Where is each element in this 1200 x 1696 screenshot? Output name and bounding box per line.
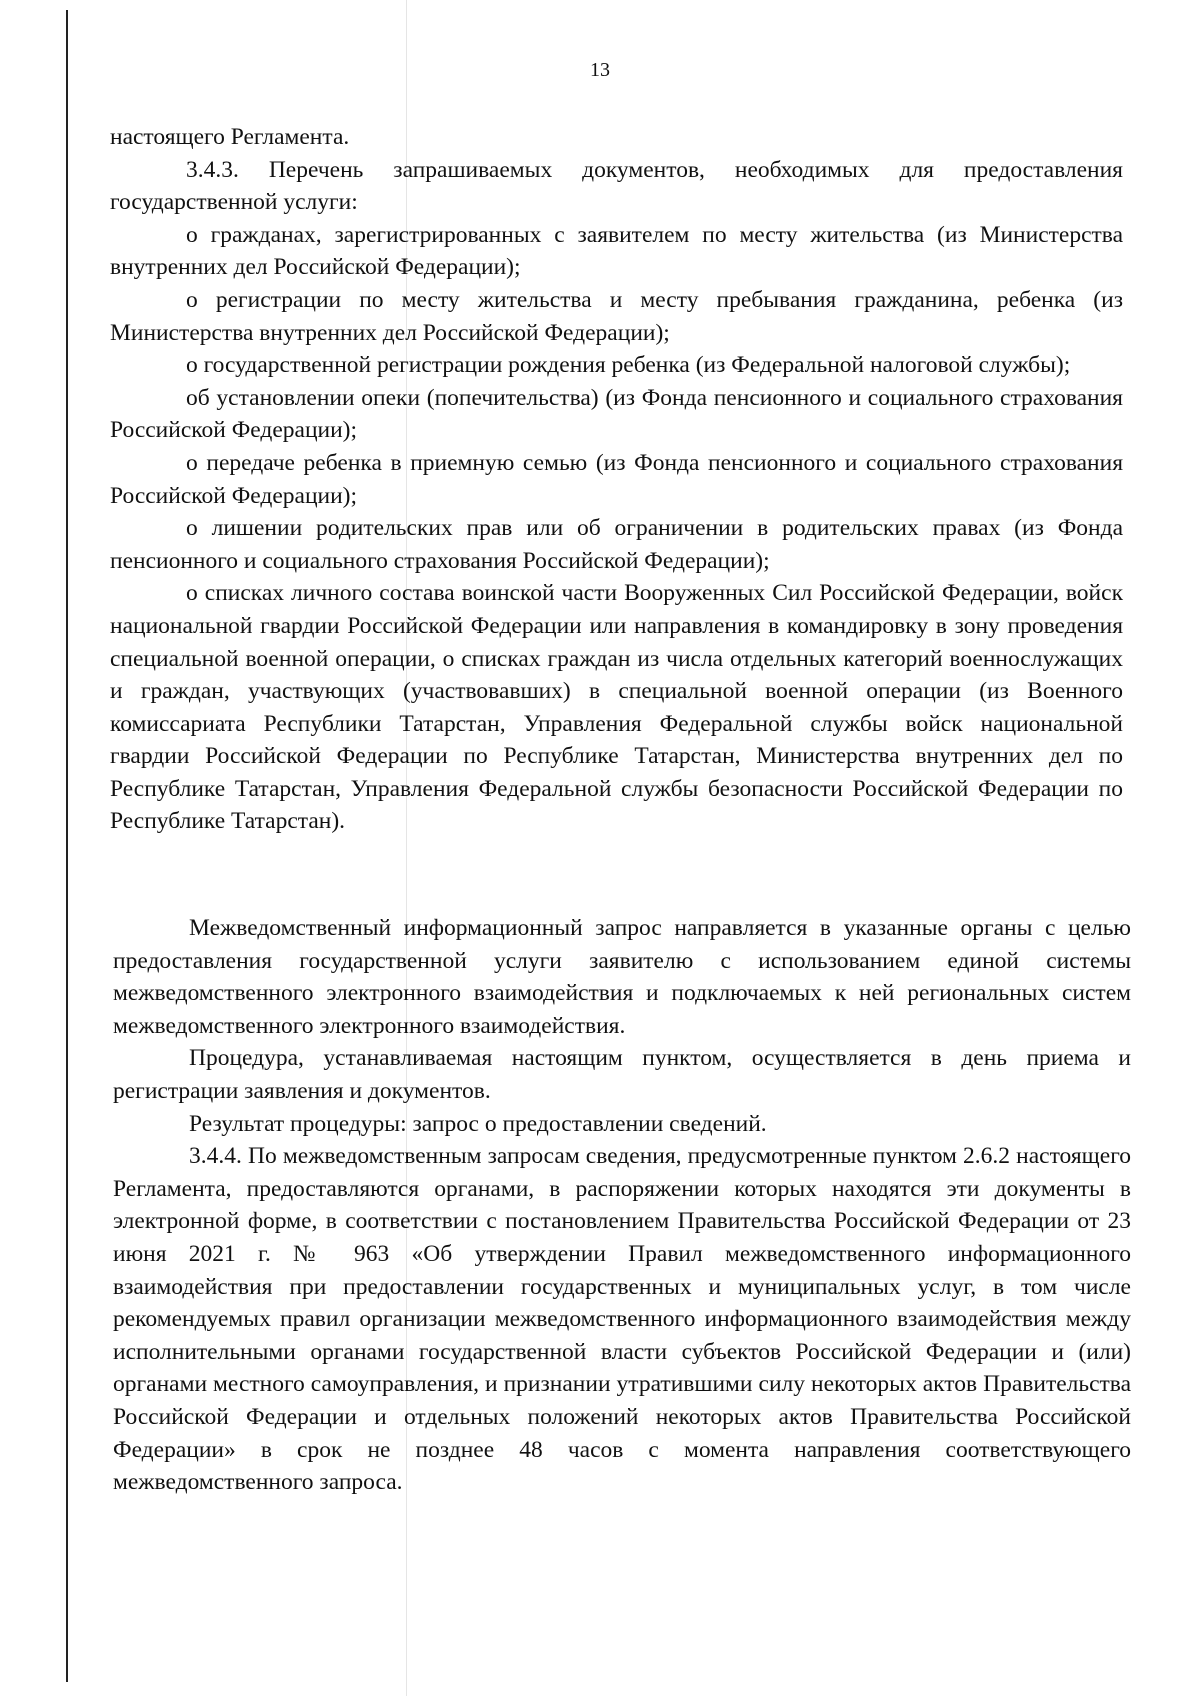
text-block-upper	[110, 121, 1123, 838]
scan-edge-line	[66, 10, 68, 1682]
paragraph-3-4-3: 3.4.3. Перечень запрашиваемых документов, необходимых для предоставления государственной услуги:	[110, 156, 1123, 216]
list-item-guardianship: об установлении опеки (попечительства) (из Фонда пенсионного и социального страхования Российской Федерации);	[110, 384, 1123, 444]
text-block-lower	[113, 912, 1131, 1499]
list-item-registration: о регистрации по месту жительства и месту пребывания гражданина, ребенка (из Министерства внутренних дел Российской Федерации);	[110, 286, 1123, 346]
paragraph-procedure: Процедура, устанавливаемая настоящим пунктом, осуществляется в день приема и регистрации заявления и документов.	[113, 1045, 1131, 1104]
list-item-registered-citizens: о гражданах, зарегистрированных с заявителем по месту жительства (из Министерства внутренних дел Российской Федерации);	[110, 221, 1123, 281]
paragraph-interagency-request: Межведомственный информационный запрос направляется в указанные органы с целью предоставления государственной услуги заявителю с использованием единой системы межведомственного электронного взаимодействия и подключаемых к ней региональных систем межведомственного электронного взаимодействия.	[113, 915, 1131, 1039]
paragraph-procedure-result: Результат процедуры: запрос о предоставлении сведений.	[189, 1110, 767, 1137]
list-item-military-personnel: о списках личного состава воинской части Вооруженных Сил Российской Федерации, войск национальной гвардии Российской Федерации или направления в командировку в зону проведения специальной военной операции, о списках граждан из числа отдельных категорий военнослужащих и граждан, участвующих (участвовавших) в специальной военной операции (из Военного комиссариата Республики Татарстан, Управления Федеральной службы войск национальной гвардии Российской Федерации по Республике Татарстан, Министерства внутренних дел по Республике Татарстан, Управления Федеральной службы безопасности Российской Федерации по Республике Татарстан).	[110, 580, 1123, 835]
list-item-parental-rights: о лишении родительских прав или об ограничении в родительских правах (из Фонда пенсионного и социального страхования Российской Федерации);	[110, 515, 1123, 574]
paragraph-3-4-4: 3.4.4. По межведомственным запросам сведения, предусмотренные пунктом 2.6.2 настоящего Регламента, предоставляются органами, в распоряжении которых находятся эти документы в электронной форме, в соответствии с постановлением Правительства Российской Федерации от 23 июня 2021 г. № 963 «Об утверждении Правил межведомственного информационного взаимодействия при предоставлении государственных и муниципальных услуг, в том числе рекомендуемых правил организации межведомственного информационного взаимодействия между исполнительными органами государственной власти субъектов Российской Федерации и (или) органами местного самоуправления, и признании утратившими силу некоторых актов Правительства Российской Федерации и отдельных положений некоторых актов Правительства Российской Федерации» в срок не позднее 48 часов с момента направления соответствующего межведомственного запроса.	[113, 1143, 1131, 1496]
paragraph-continuation: настоящего Регламента.	[110, 124, 350, 150]
list-item-birth-registration: о государственной регистрации рождения ребенка (из Федеральной налоговой службы);	[186, 352, 1071, 379]
page-number: 13	[590, 59, 610, 81]
list-item-foster-family: о передаче ребенка в приемную семью (из Фонда пенсионного и социального страхования Российской Федерации);	[110, 449, 1123, 509]
